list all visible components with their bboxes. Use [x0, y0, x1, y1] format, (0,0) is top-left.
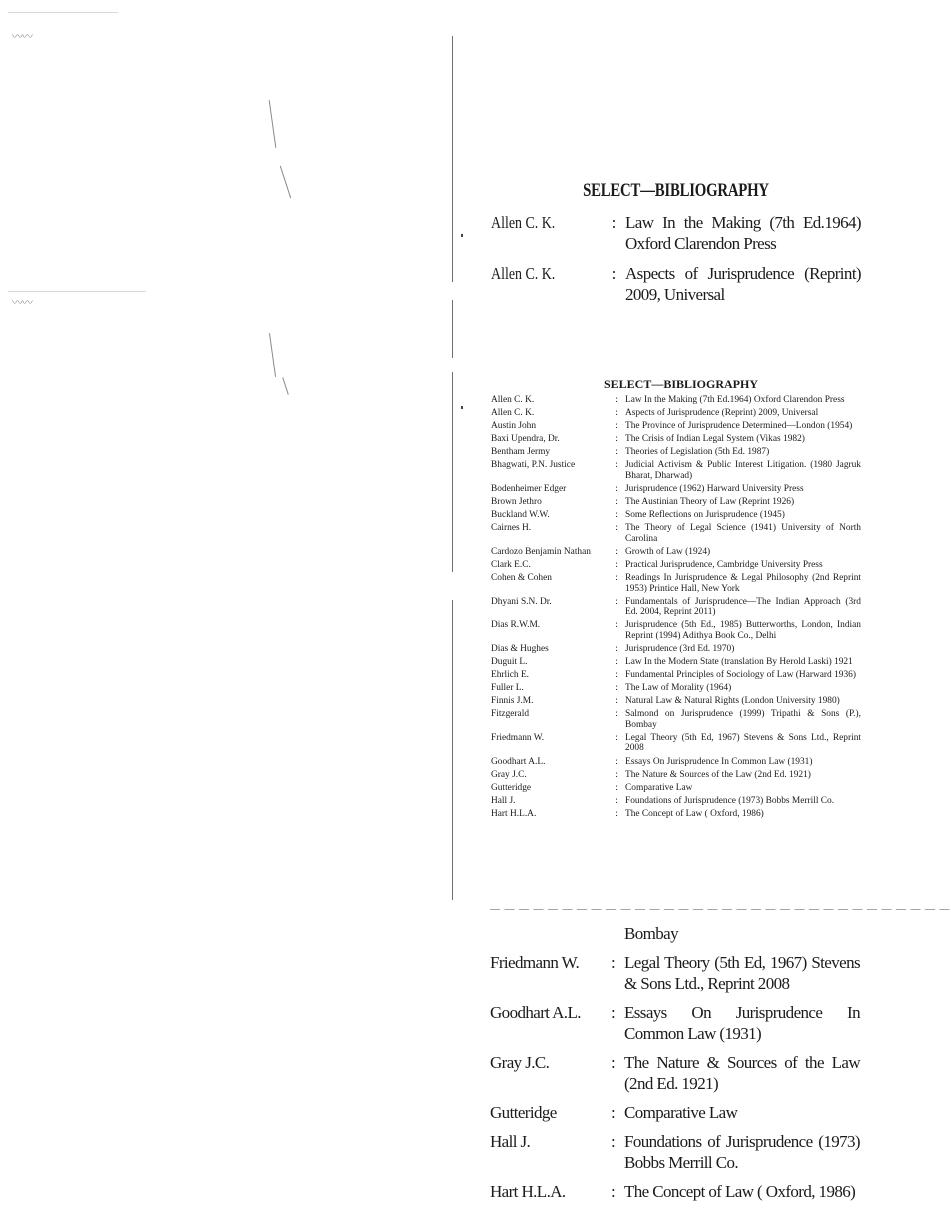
entry-author: Gray J.C.: [490, 1053, 550, 1072]
entry-colon: :: [615, 497, 618, 508]
entry-author: Hall J.: [490, 1132, 531, 1151]
entry-colon: :: [615, 560, 618, 571]
entry-author: Allen C. K.: [491, 213, 556, 232]
entry-author: Ehrlich E.: [491, 670, 530, 681]
entry-work: Essays On Jurisprudence In Common Law (1931): [624, 1003, 860, 1043]
entry-work: Readings In Jurisprudence & Legal Philosophy (2nd Reprint 1953) Printice Hall, New York: [625, 573, 861, 594]
entry-colon: :: [615, 808, 618, 819]
scan-stroke-2: [280, 166, 291, 199]
bibliography-entry: [491, 395, 861, 406]
bibliography-entry: [491, 523, 861, 544]
scan-rule-middle: [8, 291, 146, 292]
bibliography-heading: SELECT—BIBLIOGRAPHY: [603, 377, 759, 391]
entry-author: Friedmann W.: [490, 953, 580, 972]
entry-work: The Theory of Legal Science (1941) University of North Carolina: [625, 523, 861, 544]
bibliography-entry: [490, 952, 860, 994]
bibliography-entry: [490, 1052, 860, 1094]
entry-colon: :: [610, 1053, 616, 1072]
entry-colon: :: [615, 620, 618, 631]
entry-author: Finnis J.M.: [491, 696, 534, 707]
entry-colon: :: [615, 782, 618, 793]
gutter-line-3: [452, 372, 453, 572]
entry-work: Natural Law & Natural Rights (London University 1980): [625, 696, 840, 707]
entry-work: Comparative Law: [624, 1103, 738, 1122]
entry-colon: :: [615, 732, 618, 743]
scan-scribble-middle: 〰〰: [12, 297, 32, 309]
entry-colon: :: [615, 447, 618, 458]
entry-colon: :: [615, 460, 618, 471]
bibliography-entry: [491, 620, 861, 641]
entry-work: Fundamental Principles of Sociology of Law (Harward 1936): [625, 670, 856, 681]
entry-author: Allen C. K.: [491, 395, 535, 405]
entry-author: Cardozo Benjamin Nathan: [491, 546, 591, 557]
entry-author: Allen C. K.: [491, 264, 556, 283]
entry-colon: :: [615, 510, 618, 521]
entry-author: Goodhart A.L.: [490, 1003, 581, 1022]
entry-author: Gray J.C.: [491, 769, 527, 780]
scan-rule-top: [8, 12, 118, 13]
entry-author: Bhagwati, P.N. Justice: [491, 460, 576, 471]
entry-author: Bentham Jermy: [491, 447, 551, 458]
entry-work: Legal Theory (5th Ed, 1967) Stevens & Sons Ltd., Reprint 2008: [624, 953, 860, 993]
entry-colon: :: [615, 670, 618, 681]
entry-work: Fundamentals of Jurisprudence—The Indian Approach (3rd Ed. 2004, Reprint 2011): [625, 596, 861, 618]
bibliography-entry: [491, 709, 861, 730]
bibliography-entry: [491, 573, 861, 594]
entry-work: Foundations of Jurisprudence (1973) Bobbs Merrill Co.: [625, 795, 835, 806]
bibliography-entry: [490, 1181, 860, 1202]
entry-author: Fuller L.: [491, 683, 524, 694]
gutter-dot-2: [461, 406, 463, 409]
entry-work: The Crisis of Indian Legal System (Vikas 1982): [625, 434, 805, 445]
bibliography-entry: [491, 510, 861, 521]
entry-author: Hart H.L.A.: [490, 1182, 566, 1201]
bibliography-heading-top: SELECT—BIBLIOGRAPHY: [583, 180, 769, 201]
bibliography-entry: [491, 547, 861, 558]
entry-work: The Province of Jurisprudence Determined—London (1954): [625, 421, 853, 432]
bibliography-entry: [491, 783, 861, 794]
bibliography-entry: [491, 757, 861, 768]
entry-colon: :: [610, 1003, 616, 1022]
entry-work: The Law of Morality (1964): [625, 683, 732, 694]
entry-author: Allen C. K.: [491, 408, 535, 419]
bibliography-entry: [491, 434, 861, 445]
entry-work: The Nature & Sources of the Law (2nd Ed. 1921): [625, 769, 811, 780]
entry-work: Growth of Law (1924): [625, 546, 711, 557]
bibliography-entry: [491, 696, 861, 707]
bibliography-entry: [491, 644, 861, 655]
entry-colon: :: [615, 696, 618, 707]
entry-author: Friedmann W.: [491, 732, 545, 743]
entry-work: Practical Jurisprudence, Cambridge University Press: [625, 560, 823, 571]
bibliography-entries: [491, 395, 861, 819]
bibliography-list: [491, 377, 861, 822]
entry-author: Dhyani S.N. Dr.: [491, 596, 552, 607]
entry-work: Jurisprudence (1962) Harward University Press: [625, 484, 804, 495]
gutter-dot-1: [461, 234, 463, 237]
entry-colon: :: [615, 434, 618, 445]
entry-author: Cohen & Cohen: [491, 573, 552, 584]
entry-author: Cairnes H.: [491, 523, 532, 534]
entry-work: The Concept of Law ( Oxford, 1986): [624, 1182, 856, 1201]
entry-work: Judicial Activism & Public Interest Litigation. (1980 Jagruk Bharat, Dharwad): [625, 460, 861, 481]
entry-colon: :: [615, 421, 618, 432]
entry-author: Gutteridge: [491, 782, 532, 793]
gutter-line-1: [452, 36, 453, 282]
bibliography-entry: [490, 1131, 860, 1173]
entry-colon: :: [611, 264, 617, 283]
entry-colon: :: [615, 657, 618, 667]
entry-colon: :: [610, 1103, 616, 1122]
entry-work: Essays On Jurisprudence In Common Law (1931): [625, 756, 813, 767]
bibliography-excerpt-top: [491, 180, 861, 314]
bibliography-entry: [491, 809, 861, 820]
entry-colon: :: [615, 643, 618, 654]
bibliography-excerpt-bottom: [490, 923, 860, 1210]
gutter-line-2: [452, 300, 453, 358]
entry-colon: :: [615, 709, 618, 720]
bibliography-entry: [491, 484, 861, 495]
bibliography-entry: [491, 597, 861, 618]
bibliography-entry: [490, 1102, 860, 1123]
bibliography-entry: [491, 263, 861, 305]
entry-colon: :: [615, 484, 618, 495]
entry-author: Goodhart A.L.: [491, 756, 546, 767]
entry-work: Some Reflections on Jurisprudence (1945): [625, 510, 785, 521]
scan-scribble-top: 〰〰: [12, 31, 32, 43]
entry-author: Austin John: [491, 421, 537, 432]
bibliography-entry: [491, 421, 861, 432]
entry-work: Law In the Making (7th Ed.1964) Oxford Clarendon Press: [625, 395, 845, 405]
entry-colon: :: [615, 395, 618, 405]
entry-author: Dias & Hughes: [491, 643, 549, 654]
entry-author: Gutteridge: [490, 1103, 557, 1122]
bibliography-entry: [491, 447, 861, 458]
entry-author: Bodenheimer Edger: [491, 484, 567, 495]
entry-colon: :: [611, 213, 617, 232]
scan-stroke-1: [269, 100, 277, 148]
entry-work: Foundations of Jurisprudence (1973) Bobbs Merrill Co.: [624, 1132, 860, 1172]
entry-author: Fitzgerald: [491, 709, 530, 720]
entry-work: Salmond on Jurisprudence (1999) Tripathi & Sons (P.), Bombay: [625, 709, 861, 730]
cut-off-line: — — — — — — — — — — — — — — — — — — — — — — — — — — — — — — — —: [490, 904, 951, 915]
entry-colon: :: [610, 1132, 616, 1151]
bibliography-entries-bottom: [490, 952, 860, 1202]
bibliography-entry: [491, 670, 861, 681]
entry-colon: :: [610, 1182, 616, 1201]
entry-colon: :: [615, 596, 618, 607]
entry-colon: :: [615, 795, 618, 806]
entry-colon: :: [615, 523, 618, 534]
entry-colon: :: [610, 953, 616, 972]
entry-work: Comparative Law: [625, 782, 693, 793]
entry-work: Law In the Modern State (translation By Herold Laski) 1921: [625, 657, 853, 667]
scan-stroke-3: [269, 333, 276, 377]
entry-colon: :: [615, 683, 618, 694]
entry-work: Aspects of Jurisprudence (Reprint) 2009, Universal: [625, 408, 819, 419]
gutter-line-4: [452, 600, 453, 900]
bibliography-entry: [491, 733, 861, 754]
entry-continuation: Bombay: [624, 924, 679, 943]
entry-author: Clark E.C.: [491, 560, 531, 571]
bibliography-entry: [491, 460, 861, 481]
scan-stroke-4: [282, 377, 289, 394]
bibliography-entry: [490, 1002, 860, 1044]
entry-work: The Concept of Law ( Oxford, 1986): [625, 808, 764, 819]
entry-author: Hart H.L.A.: [491, 808, 537, 819]
entry-work: The Nature & Sources of the Law (2nd Ed. 1921): [624, 1053, 860, 1093]
bibliography-entry: [491, 212, 861, 254]
bibliography-entry: [491, 683, 861, 694]
entry-colon: :: [615, 408, 618, 419]
entry-author: Baxi Upendra, Dr.: [491, 434, 560, 445]
entry-author: Hall J.: [491, 795, 516, 806]
entry-author: Brown Jethro: [491, 497, 542, 508]
entry-work: Law In the Making (7th Ed.1964) Oxford Clarendon Press: [625, 213, 861, 253]
entry-work: Theories of Legislation (5th Ed. 1987): [625, 447, 770, 458]
entry-colon: :: [615, 573, 618, 584]
entry-author: Buckland W.W.: [491, 510, 550, 521]
bibliography-entry: [491, 408, 861, 419]
bibliography-entry: [491, 796, 861, 807]
entry-work: Legal Theory (5th Ed, 1967) Stevens & Sons Ltd., Reprint 2008: [625, 732, 861, 754]
entry-colon: :: [615, 546, 618, 557]
bibliography-entry: [491, 770, 861, 781]
entry-author: Dias R.W.M.: [491, 620, 541, 631]
entry-work: Aspects of Jurisprudence (Reprint) 2009, Universal: [625, 264, 861, 304]
bibliography-entry: [491, 497, 861, 508]
bibliography-entry: [491, 560, 861, 571]
entry-colon: :: [615, 756, 618, 767]
entry-work: Jurisprudence (3rd Ed. 1970): [625, 643, 735, 654]
entry-colon: :: [615, 769, 618, 780]
bibliography-entry: [491, 657, 861, 668]
entry-author: Duguit L.: [491, 657, 528, 667]
entry-work: The Austinian Theory of Law (Reprint 1926): [625, 497, 795, 508]
entry-work: Jurisprudence (5th Ed., 1985) Butterworths, London, Indian Reprint (1994) Adithya Book Co., Delhi: [625, 620, 861, 641]
